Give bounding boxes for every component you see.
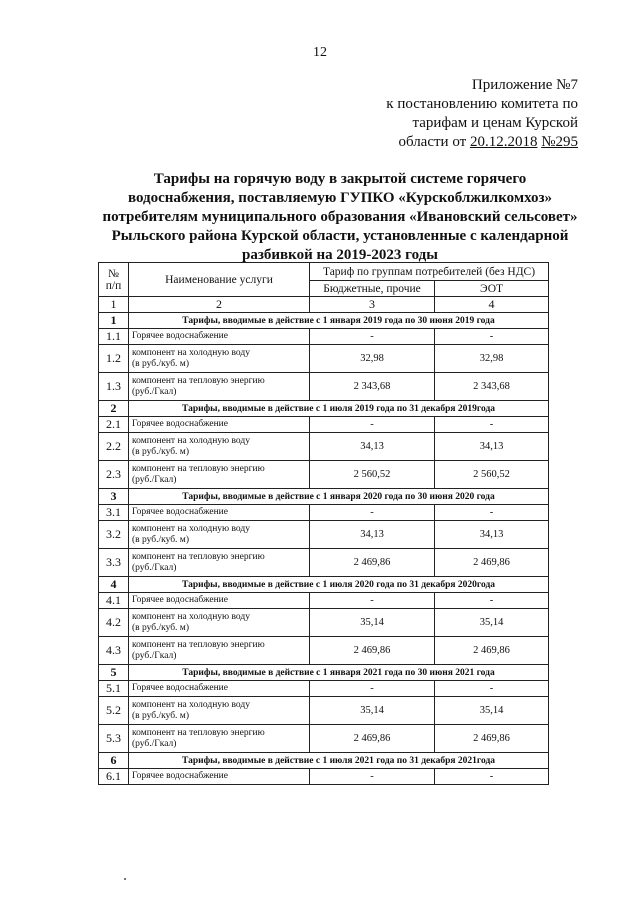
row-budget-value: - (310, 593, 435, 609)
row-eot-value: - (435, 505, 549, 521)
table-row (99, 433, 549, 461)
table-row (99, 593, 549, 609)
service-name-line-2: (в руб./куб. м) (132, 622, 189, 633)
document-title (80, 170, 600, 265)
section-row (99, 401, 549, 417)
row-budget-value: - (310, 505, 435, 521)
header-num-line-1: № (108, 267, 119, 280)
section-title: Тарифы, вводимые в действие с 1 января 2020 года по 30 июня 2020 года (129, 489, 549, 505)
service-name-line-1: компонент на тепловую энергию (132, 375, 265, 386)
service-name-line-1: компонент на тепловую энергию (132, 551, 265, 562)
row-service-name (129, 461, 310, 489)
service-name-line-1: компонент на тепловую энергию (132, 639, 265, 650)
row-eot-value: 2 469,86 (435, 725, 549, 753)
section-title: Тарифы, вводимые в действие с 1 июля 2021 года по 31 декабря 2021года (129, 753, 549, 769)
row-budget-value: - (310, 769, 435, 785)
section-number: 4 (99, 577, 129, 593)
row-eot-value: 32,98 (435, 345, 549, 373)
header-index-1: 1 (99, 297, 129, 313)
header-index-row (99, 297, 549, 313)
service-name-line-2: (в руб./куб. м) (132, 534, 189, 545)
service-name-line-1: Горячее водоснабжение (132, 683, 228, 693)
service-name-line-2: (в руб./куб. м) (132, 358, 189, 369)
row-budget-value: 2 469,86 (310, 637, 435, 665)
appendix-line-4 (386, 133, 578, 152)
table-row (99, 521, 549, 549)
service-name-line-1: Горячее водоснабжение (132, 595, 228, 605)
service-name-line-1: Горячее водоснабжение (132, 419, 228, 429)
row-eot-value: 2 560,52 (435, 461, 549, 489)
service-name-line-1: Горячее водоснабжение (132, 331, 228, 341)
row-number: 6.1 (99, 769, 129, 785)
table-row (99, 461, 549, 489)
row-service-name (129, 725, 310, 753)
section-number: 2 (99, 401, 129, 417)
header-eot-cell: ЭОТ (435, 281, 549, 297)
header-row-1 (99, 263, 549, 281)
row-budget-value: 34,13 (310, 521, 435, 549)
row-service-name (129, 549, 310, 577)
row-service-name (129, 521, 310, 549)
row-service-name (129, 505, 310, 521)
row-eot-value: - (435, 681, 549, 697)
tariff-table-body (99, 263, 549, 785)
section-title: Тарифы, вводимые в действие с 1 января 2021 года по 30 июня 2021 года (129, 665, 549, 681)
row-number: 4.3 (99, 637, 129, 665)
appendix-block (386, 76, 578, 152)
service-name-line-2: (в руб./куб. м) (132, 446, 189, 457)
row-service-name (129, 373, 310, 401)
header-service-cell: Наименование услуги (129, 263, 310, 297)
section-row (99, 665, 549, 681)
header-index-3: 3 (310, 297, 435, 313)
header-tariff-group-cell: Тариф по группам потребителей (без НДС) (310, 263, 549, 281)
header-budget-cell: Бюджетные, прочие (310, 281, 435, 297)
row-budget-value: 2 469,86 (310, 725, 435, 753)
row-service-name (129, 345, 310, 373)
table-row (99, 373, 549, 401)
service-name-line-2: (руб./Гкал) (132, 386, 177, 397)
tariff-table (98, 262, 549, 785)
row-eot-value: - (435, 329, 549, 345)
table-row (99, 769, 549, 785)
scan-speck (124, 878, 126, 880)
row-service-name (129, 681, 310, 697)
header-num-cell (99, 263, 129, 297)
service-name-line-2: (в руб./куб. м) (132, 710, 189, 721)
table-row (99, 417, 549, 433)
row-budget-value: 35,14 (310, 697, 435, 725)
row-number: 4.2 (99, 609, 129, 637)
section-title: Тарифы, вводимые в действие с 1 июля 2020 года по 31 декабря 2020года (129, 577, 549, 593)
row-eot-value: 34,13 (435, 433, 549, 461)
row-number: 2.1 (99, 417, 129, 433)
section-row (99, 313, 549, 329)
table-row (99, 725, 549, 753)
section-title: Тарифы, вводимые в действие с 1 января 2019 года по 30 июня 2019 года (129, 313, 549, 329)
service-name-line-1: компонент на холодную воду (132, 435, 250, 446)
row-service-name (129, 433, 310, 461)
row-number: 5.1 (99, 681, 129, 697)
appendix-line-1: Приложение №7 (471, 77, 578, 93)
header-index-2: 2 (129, 297, 310, 313)
title-line-1: Тарифы на горячую воду в закрытой системе горячего (153, 171, 527, 187)
row-budget-value: - (310, 417, 435, 433)
service-name-line-2: (руб./Гкал) (132, 738, 177, 749)
table-row (99, 681, 549, 697)
appendix-date: 20.12.2018 (469, 134, 538, 150)
row-number: 3.2 (99, 521, 129, 549)
section-row (99, 753, 549, 769)
row-eot-value: - (435, 417, 549, 433)
section-row (99, 489, 549, 505)
section-number: 6 (99, 753, 129, 769)
row-budget-value: - (310, 329, 435, 345)
row-number: 3.3 (99, 549, 129, 577)
title-line-4: Рыльского района Курской области, установленные с календарной (111, 228, 569, 244)
row-number: 1.2 (99, 345, 129, 373)
table-row (99, 505, 549, 521)
section-number: 3 (99, 489, 129, 505)
row-eot-value: - (435, 593, 549, 609)
row-number: 1.1 (99, 329, 129, 345)
table-row (99, 329, 549, 345)
row-budget-value: 2 469,86 (310, 549, 435, 577)
row-service-name (129, 697, 310, 725)
row-number: 2.2 (99, 433, 129, 461)
row-service-name (129, 769, 310, 785)
section-number: 1 (99, 313, 129, 329)
row-budget-value: - (310, 681, 435, 697)
service-name-line-1: компонент на холодную воду (132, 347, 250, 358)
row-eot-value: 35,14 (435, 697, 549, 725)
service-name-line-1: компонент на холодную воду (132, 523, 250, 534)
row-number: 4.1 (99, 593, 129, 609)
row-eot-value: 35,14 (435, 609, 549, 637)
row-number: 5.3 (99, 725, 129, 753)
service-name-line-1: Горячее водоснабжение (132, 507, 228, 517)
section-title: Тарифы, вводимые в действие с 1 июля 2019 года по 31 декабря 2019года (129, 401, 549, 417)
title-line-2: водоснабжения, поставляемую ГУПКО «Курскоблжилкомхоз» (127, 190, 553, 206)
service-name-line-1: Горячее водоснабжение (132, 771, 228, 781)
row-eot-value: 2 469,86 (435, 549, 549, 577)
row-service-name (129, 609, 310, 637)
service-name-line-2: (руб./Гкал) (132, 562, 177, 573)
service-name-line-1: компонент на холодную воду (132, 611, 250, 622)
table-row (99, 345, 549, 373)
title-line-3: потребителям муниципального образования «Ивановский сельсовет» (102, 209, 578, 225)
row-number: 5.2 (99, 697, 129, 725)
row-number: 3.1 (99, 505, 129, 521)
row-service-name (129, 637, 310, 665)
table-row (99, 697, 549, 725)
row-eot-value: 2 343,68 (435, 373, 549, 401)
row-service-name (129, 329, 310, 345)
appendix-line-4-prefix: области от (398, 134, 470, 150)
row-number: 2.3 (99, 461, 129, 489)
row-budget-value: 34,13 (310, 433, 435, 461)
row-eot-value: 2 469,86 (435, 637, 549, 665)
page-number: 12 (313, 45, 327, 60)
service-name-line-1: компонент на холодную воду (132, 699, 250, 710)
appendix-line-2: к постановлению комитета по (386, 96, 578, 112)
section-number: 5 (99, 665, 129, 681)
row-eot-value: - (435, 769, 549, 785)
row-budget-value: 35,14 (310, 609, 435, 637)
table-row (99, 549, 549, 577)
row-service-name (129, 417, 310, 433)
service-name-line-2: (руб./Гкал) (132, 474, 177, 485)
section-row (99, 577, 549, 593)
row-budget-value: 2 343,68 (310, 373, 435, 401)
table-row (99, 609, 549, 637)
service-name-line-2: (руб./Гкал) (132, 650, 177, 661)
row-eot-value: 34,13 (435, 521, 549, 549)
title-line-5: разбивкой на 2019-2023 годы (242, 247, 438, 263)
row-number: 1.3 (99, 373, 129, 401)
row-budget-value: 32,98 (310, 345, 435, 373)
row-budget-value: 2 560,52 (310, 461, 435, 489)
row-service-name (129, 593, 310, 609)
table-row (99, 637, 549, 665)
appendix-line-3: тарифам и ценам Курской (412, 115, 578, 131)
appendix-number: №295 (541, 134, 578, 150)
header-num-line-2: п/п (105, 279, 122, 292)
service-name-line-1: компонент на тепловую энергию (132, 463, 265, 474)
header-index-4: 4 (435, 297, 549, 313)
service-name-line-1: компонент на тепловую энергию (132, 727, 265, 738)
